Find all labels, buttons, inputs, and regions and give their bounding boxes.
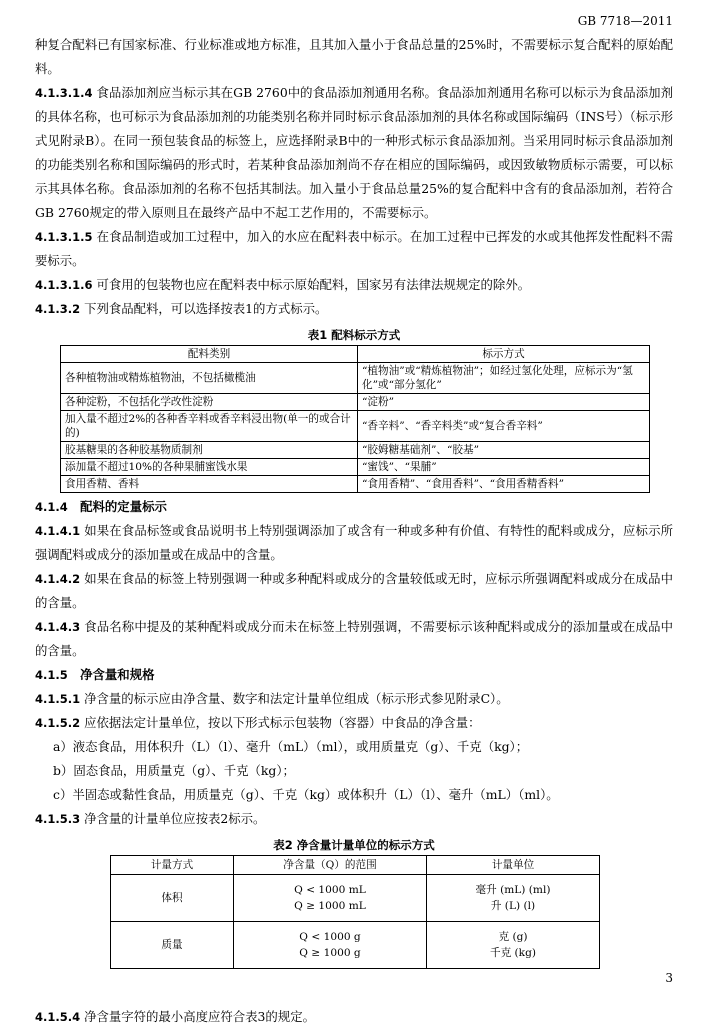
table1-header-method: 标示方式 [358,346,650,363]
paragraph-text: 如果在食品的标签上特别强调一种或多种配料或成分的含量较低或无时，应标示所强调配料或成分在成品中的含量。 [35,571,674,610]
table2-header-unit: 计量单位 [427,856,600,875]
paragraph-text: c）半固态或黏性食品，用质量克（g）、千克（kg）或体积升（L）（l）、毫升（mL）（ml）。 [53,787,559,802]
labeling-method-cell: “淀粉” [358,394,650,411]
paragraph-text: 食品名称中提及的某种配料或成分而未在标签上特别强调，不需要标示该种配料或成分的添加量或在成品中的含量。 [35,619,674,658]
ingredient-category-cell: 各种淀粉，不包括化学改性淀粉 [61,394,358,411]
paragraph-text: 如果在食品标签或食品说明书上特别强调添加了或含有一种或多种有价值、有特性的配料或成分，应标示所强调配料或成分的添加量或在成品中的含量。 [35,523,674,562]
ingredient-category-cell: 胶基糖果的各种胶基物质制剂 [61,442,358,459]
section-heading [35,663,673,687]
unit-cell [427,922,600,969]
labeling-method-cell: “植物油”或“精炼植物油”；如经过氢化处理，应标示为“氢化”或“部分氢化” [358,363,650,394]
paragraph-text: 下列食品配料，可以选择按表1的方式标示。 [84,301,328,316]
paragraph [35,33,673,81]
clause-number: 4.1.3.1.5 [35,230,93,244]
top-paragraphs [35,33,673,321]
labeling-method-cell: “香辛料”、“香辛料类”或“复合香辛料” [358,411,650,442]
paragraph [35,297,673,321]
paragraph [35,1005,673,1029]
paragraph [35,807,673,831]
standard-id: GB 7718—2011 [577,14,673,28]
paragraph [35,783,673,807]
paragraph [35,759,673,783]
ingredient-category-cell: 食用香精、香料 [61,476,358,493]
unit-line: 克 (g) [498,931,528,943]
paragraph-text: 应依据法定计量单位，按以下形式标示包装物（容器）中食品的净含量： [84,715,481,730]
clause-number: 4.1.5.4 [35,1010,81,1024]
table1-header-row [61,346,650,363]
table2-header-row [111,856,600,875]
paragraph-text: 可食用的包装物也应在配料表中标示原始配料，国家另有法律法规规定的除外。 [96,277,531,292]
table1-caption: 表1 配料标示方式 [307,328,401,342]
table-row [111,922,600,969]
heading-text: 配料的定量标示 [80,499,167,514]
paragraph [35,225,673,273]
paragraph-text: 净含量的标示应由净含量、数字和法定计量单位组成（标示形式参见附录C）。 [84,691,509,706]
table-row [111,875,600,922]
section-heading [35,495,673,519]
table2-caption: 表2 净含量计量单位的标示方式 [273,838,435,852]
range-cell [234,922,427,969]
range-line: Q ≥ 1000 g [299,947,361,959]
table1 [60,345,650,493]
clause-number: 4.1.5.3 [35,812,81,826]
range-line: Q < 1000 g [299,931,361,943]
labeling-method-cell: “食用香精”、“食用香料”、“食用香精香料” [358,476,650,493]
page-number: 3 [665,971,673,985]
unit-line: 毫升 (mL) (ml) [475,884,551,896]
ingredient-category-cell: 加入量不超过2%的各种香辛料或香辛料浸出物(单一的或合计的) [61,411,358,442]
paragraph-text: 净含量的计量单位应按表2标示。 [84,811,266,826]
clause-number: 4.1.5.1 [35,692,81,706]
unit-line: 升 (L) (l) [490,900,536,912]
range-cell [234,875,427,922]
clause-number: 4.1.4.2 [35,572,81,586]
table-row [61,442,650,459]
range-line: Q ≥ 1000 mL [294,900,366,912]
table-row [61,476,650,493]
ingredient-category-cell: 添加量不超过10%的各种果脯蜜饯水果 [61,459,358,476]
labeling-method-cell: “胶姆糖基础剂”、“胶基” [358,442,650,459]
table-row [61,459,650,476]
table2-header-range: 净含量（Q）的范围 [234,856,427,875]
paragraph-text: 在食品制造或加工过程中，加入的水应在配料表中标示。在加工过程中已挥发的水或其他挥发性配料不需要标示。 [35,229,673,268]
bottom-paragraphs [35,1005,673,1029]
page-content [35,33,673,1029]
measure-method-cell: 体积 [111,875,234,922]
clause-number: 4.1.3.1.4 [35,86,93,100]
table1-header-category: 配料类别 [61,346,358,363]
clause-number: 4.1.5 [35,668,68,682]
paragraph [35,615,673,663]
unit-cell [427,875,600,922]
paragraph-text: 种复合配料已有国家标准、行业标准或地方标准，且其加入量小于食品总量的25%时，不需要标示复合配料的原始配料。 [35,37,673,76]
table2 [110,855,600,969]
clause-number: 4.1.4.1 [35,524,81,538]
labeling-method-cell: “蜜饯”、“果脯” [358,459,650,476]
paragraph [35,711,673,735]
table-row [61,411,650,442]
table-row [61,363,650,394]
table2-header-method: 计量方式 [111,856,234,875]
middle-paragraphs [35,495,673,831]
clause-number: 4.1.3.2 [35,302,81,316]
paragraph [35,567,673,615]
paragraph [35,519,673,567]
paragraph [35,81,673,225]
heading-text: 净含量和规格 [80,667,155,682]
paragraph [35,687,673,711]
paragraph-text: b）固态食品，用质量克（g）、千克（kg）； [53,763,295,778]
clause-number: 4.1.5.2 [35,716,81,730]
clause-number: 4.1.3.1.6 [35,278,93,292]
measure-method-cell: 质量 [111,922,234,969]
table-row [61,394,650,411]
paragraph [35,735,673,759]
clause-number: 4.1.4 [35,500,68,514]
paragraph-text: a）液态食品，用体积升（L）（l）、毫升（mL）（ml），或用质量克（g）、千克（kg）； [53,739,529,754]
paragraph-text: 净含量字符的最小高度应符合表3的规定。 [84,1009,315,1024]
paragraph-text: 食品添加剂应当标示其在GB 2760中的食品添加剂通用名称。食品添加剂通用名称可以标示为食品添加剂的具体名称，也可标示为食品添加剂的功能类别名称并同时标示食品添加剂的具体名称或国际编码（INS号）（标示形式见附录B）。在同一预包装食品的标签上，应选择附录B中的一种形式标示食品添加剂。当采用同时标示食品添加剂的功能类别名称和国际编码的形式时，若某种食品添加剂尚不存在相应的国际编码，或因致敏物质标示需要，可以标示其具体名称。食品添加剂的名称不包括其制法。加入量小于食品总量25%的复合配料中含有的食品添加剂，若符合GB 2760规定的带入原则且在最终产品中不起工艺作用的，不需要标示。 [35,85,673,220]
clause-number: 4.1.4.3 [35,620,81,634]
range-line: Q < 1000 mL [294,884,366,896]
unit-line: 千克 (kg) [489,947,537,959]
ingredient-category-cell: 各种植物油或精炼植物油，不包括橄榄油 [61,363,358,394]
paragraph [35,273,673,297]
